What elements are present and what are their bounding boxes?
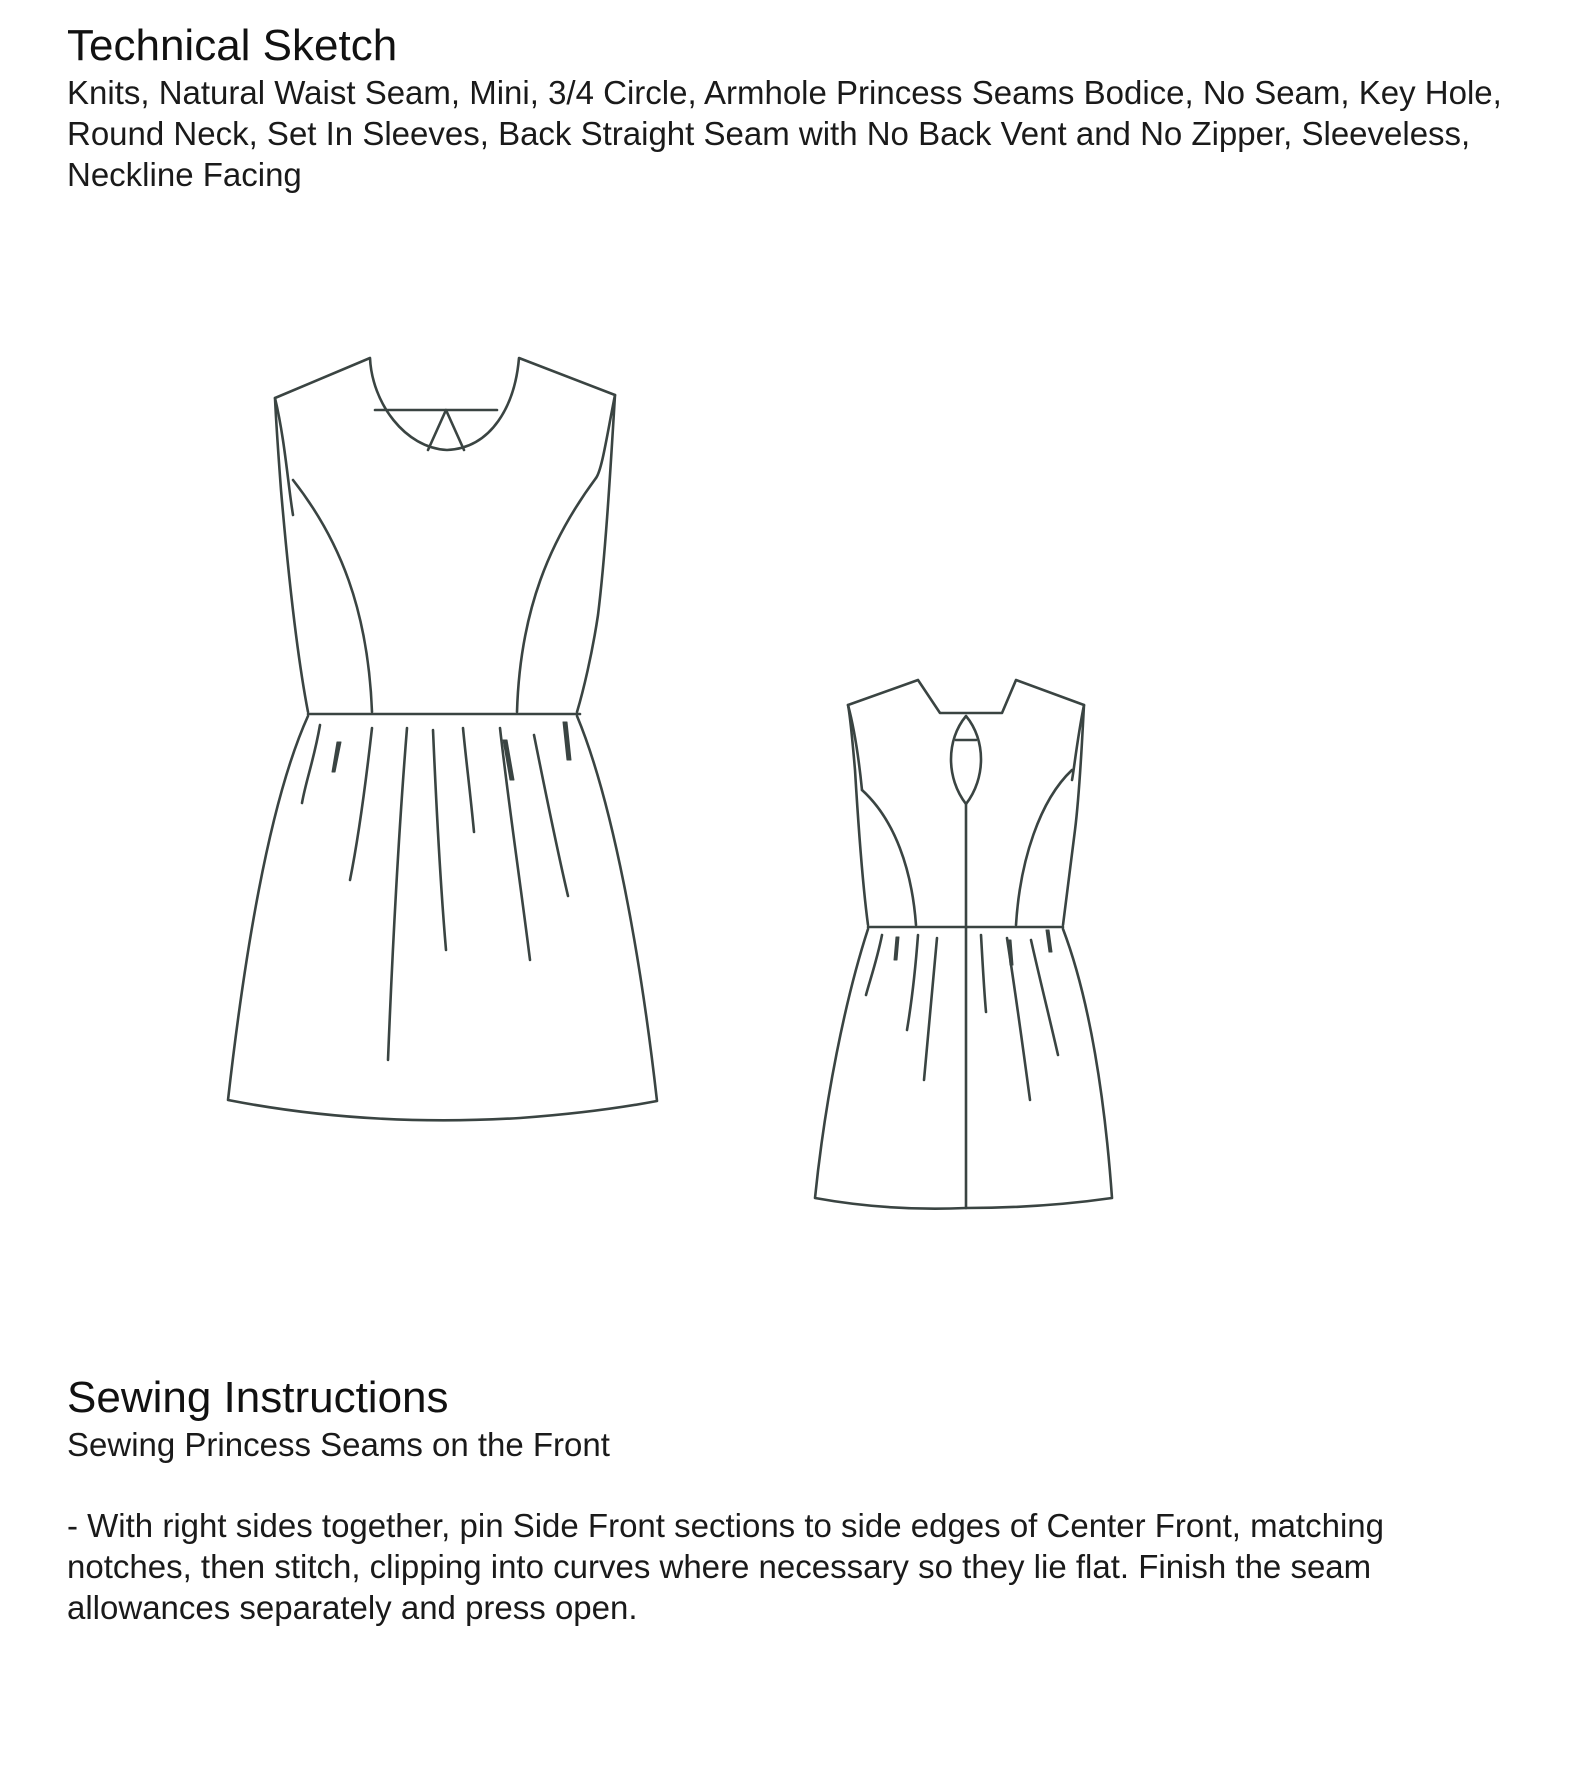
back-gather-accent	[1008, 940, 1013, 965]
back-gather-line	[866, 935, 882, 995]
front-gather-line	[500, 728, 530, 960]
back-gather-accent	[894, 937, 899, 960]
front-gather-line	[433, 730, 446, 950]
back-skirt-outline	[815, 929, 1112, 1209]
back-gather-line	[924, 938, 937, 1080]
front-gather-line	[534, 735, 568, 896]
back-left-princess-seam	[862, 790, 916, 925]
front-gather-line	[350, 728, 372, 880]
back-gather-accent	[1046, 930, 1052, 952]
back-gather-line	[1031, 940, 1058, 1055]
back-gather-line	[981, 935, 986, 1012]
sewing-step-text: - With right sides together, pin Side Front sections to side edges of Center Front, matching notches, then stitch, clipping into curves where necessary so they lie flat. Finish the seam allowances separately and press open.	[67, 1507, 1384, 1626]
front-right-princess-seam	[517, 478, 596, 712]
front-gather-accent	[332, 742, 341, 772]
technical-sketch-attributes: Knits, Natural Waist Seam, Mini, 3/4 Circle, Armhole Princess Seams Bodice, No Seam, Key Hole, Round Neck, Set In Sleeves, Back Straight Seam with No Back Vent and No Zipper, Sleeveless, Neckline Facing	[67, 74, 1502, 193]
dress-back-sketch	[815, 680, 1112, 1209]
technical-sketch-title: Technical Sketch	[67, 21, 398, 70]
front-gather-line	[302, 725, 320, 803]
sewing-step-heading: Sewing Princess Seams on the Front	[67, 1426, 610, 1463]
front-gather-accent	[563, 722, 571, 760]
front-keyhole	[428, 410, 464, 450]
sewing-instructions-title: Sewing Instructions	[67, 1373, 449, 1422]
back-gather-line	[907, 935, 918, 1030]
dress-front-sketch	[228, 358, 657, 1120]
front-left-princess-seam	[293, 480, 372, 712]
back-keyhole	[951, 716, 981, 804]
front-gather-line	[463, 728, 474, 832]
front-gather-line	[388, 728, 407, 1060]
back-right-princess-seam	[1016, 770, 1072, 925]
